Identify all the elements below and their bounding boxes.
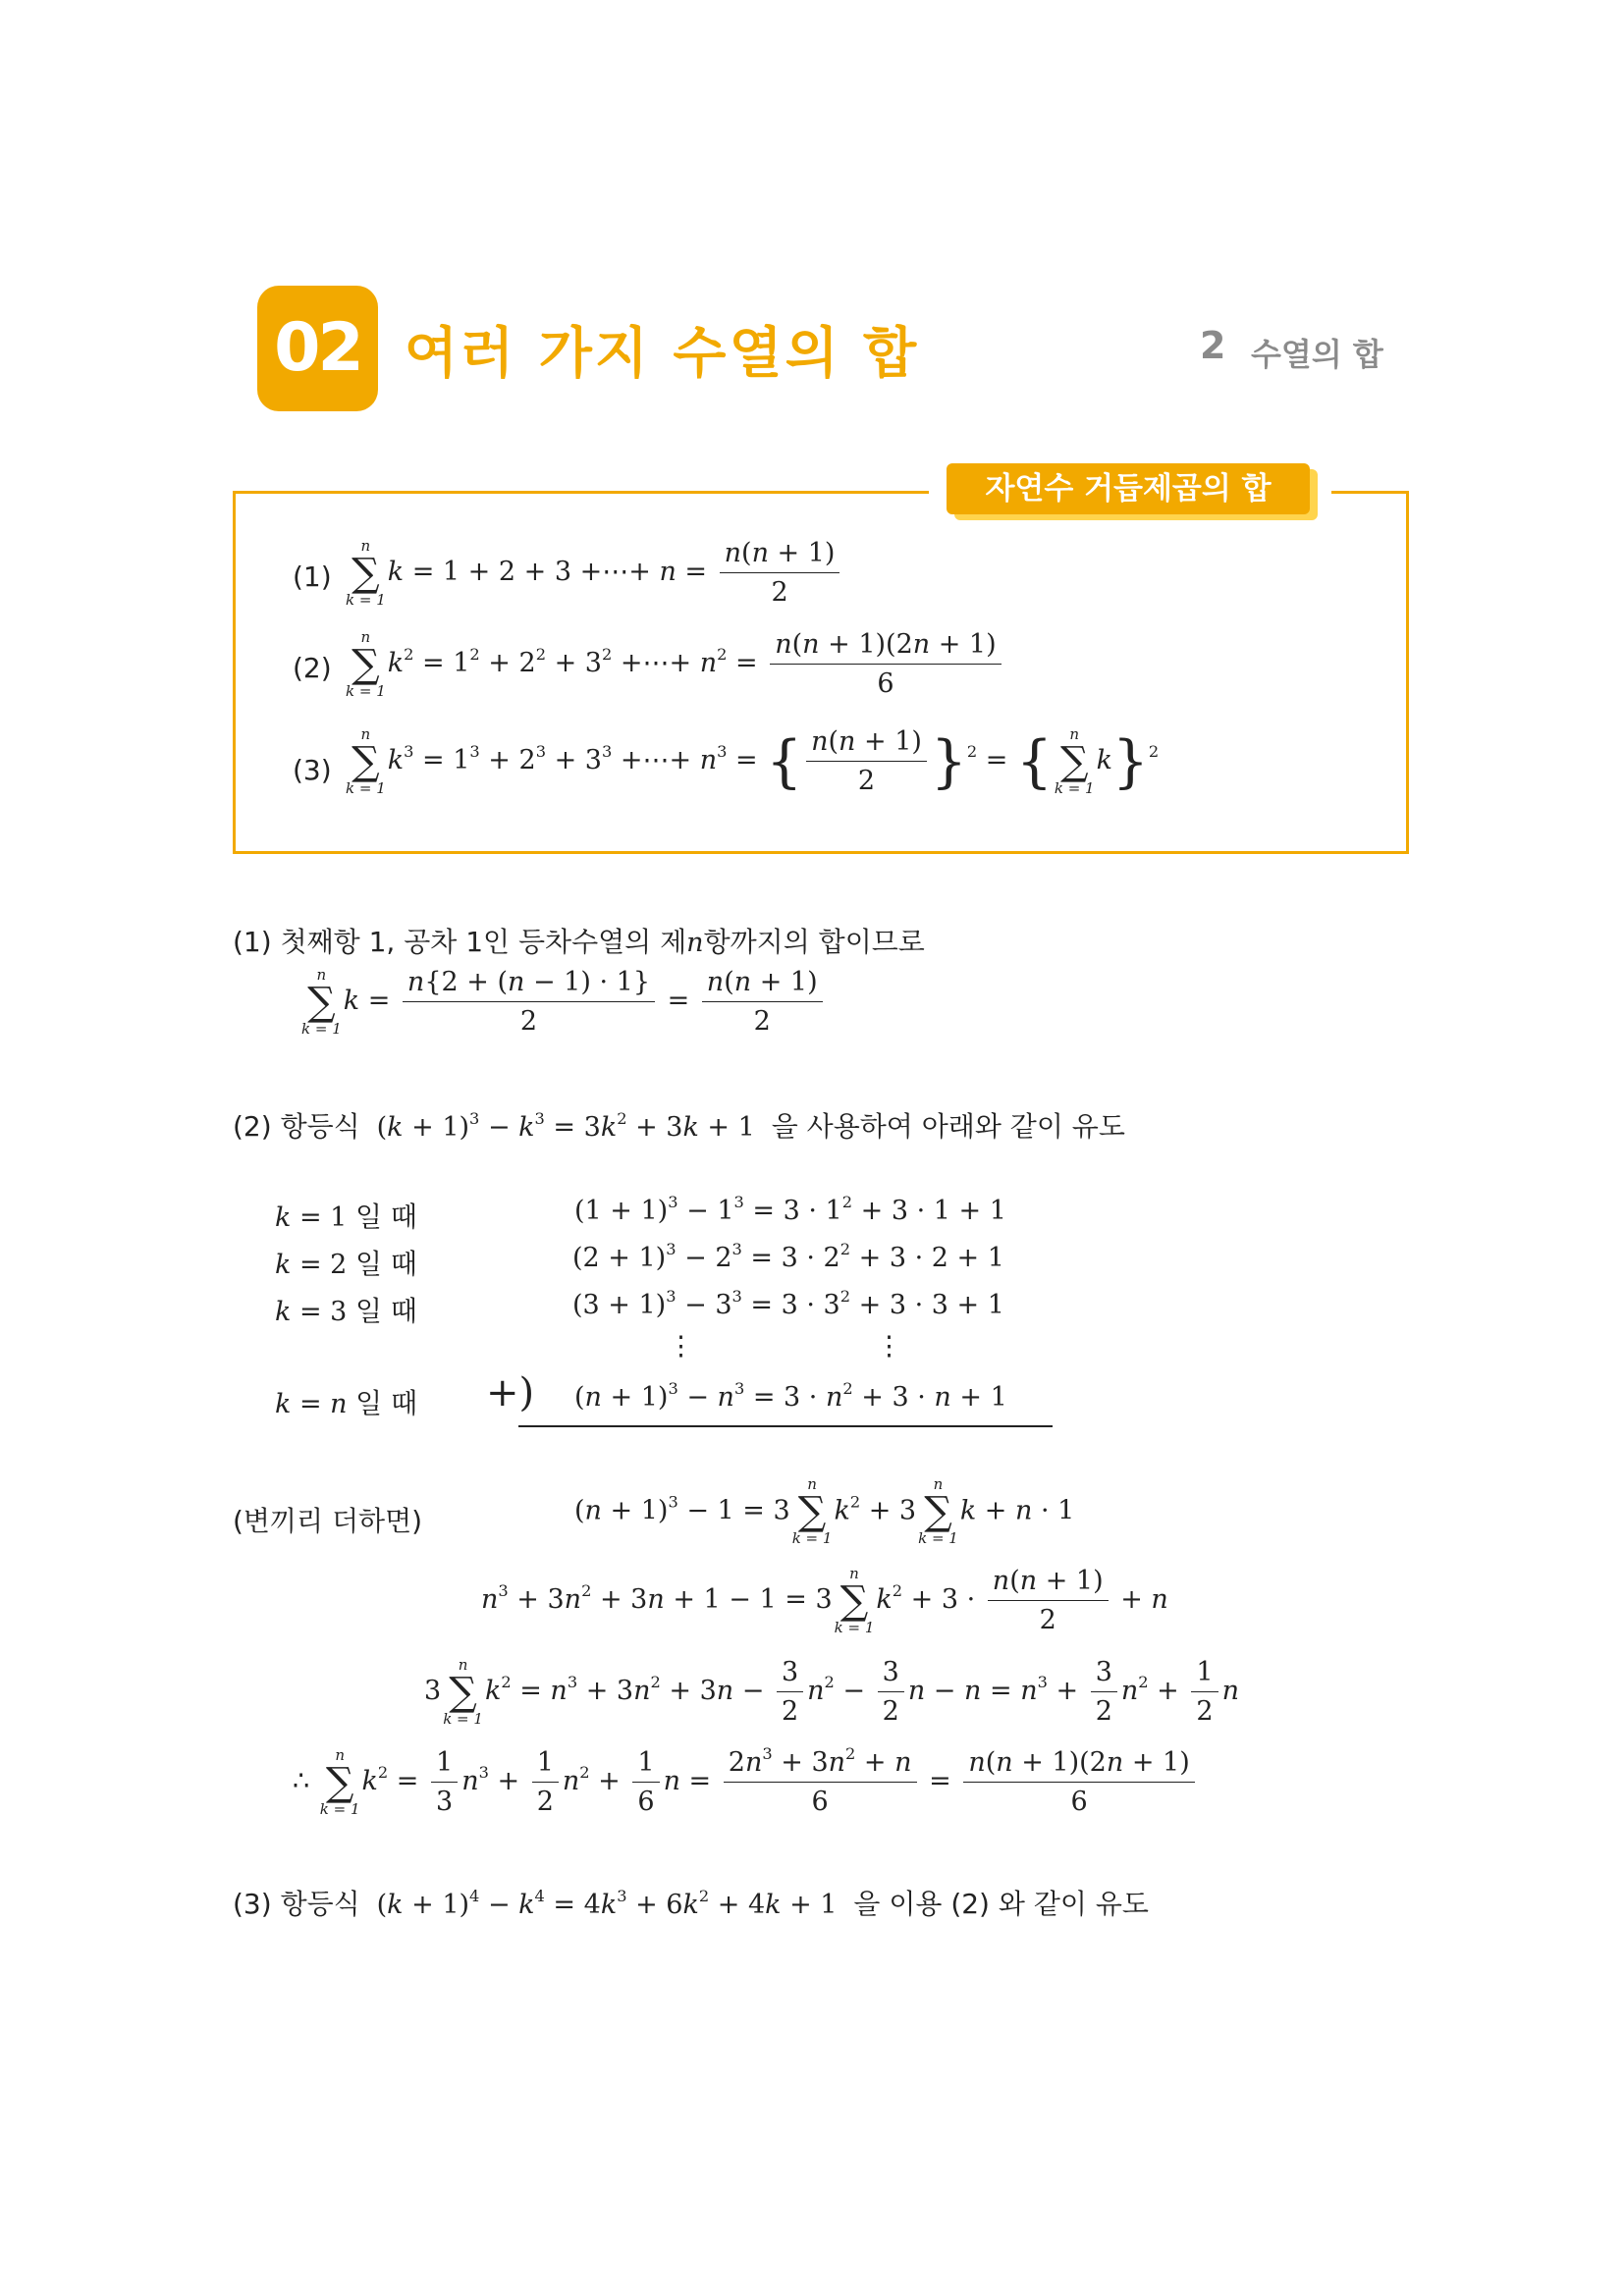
section-1-formula: n ∑ k = 1 k = $\frac{n\{2 + (n - 1) \cdot 1\}}{2}$ = $\frac{n(n + 1)}{2}$	[299, 967, 827, 1037]
section-3-intro: (3) 항등식 $(k + 1)^4 - k^4 = 4k^3 + 6k^2 + 4k + 1$ 을 이용 (2) 와 같이 유도	[233, 1886, 1149, 1920]
sum-eq-4: ∴ n ∑ k = 1 $k^2$ = $\frac{1}{3}$ $n^3$ + $\frac{1}{2}$ $n^2$ + $\frac{1}{6}$ n = $\frac{2n^3 + 3n^2 + n}{6}$ = $\frac{n(n + 1)(2n + 1)}{6}$	[293, 1747, 1199, 1817]
identity-k1: $(1 + 1)^3 - 1^3 = 3 \cdot 1^2 + 3 \cdot 1 + 1$	[574, 1192, 1006, 1226]
formula-1: n ∑ k = 1 k = 1 + 2 + 3 +⋯+ n = $\frac{n(n + 1)}{2}$	[344, 538, 843, 608]
case-kn: k = n 일 때	[275, 1387, 418, 1419]
identity-k2: $(2 + 1)^3 - 2^3 = 3 \cdot 2^2 + 3 \cdot 2 + 1$	[572, 1239, 1004, 1273]
case-k2: k = 2 일 때	[275, 1248, 417, 1280]
when-label: 일 때	[355, 1387, 418, 1419]
sum-eq-2: $n^3 + 3n^2 + 3n + 1 - 1 = 3$ n ∑ k = 1 $k^2 + 3$ · $\frac{n(n + 1)}{2}$ + n	[481, 1564, 1168, 1636]
sum-label: (변끼리 더하면)	[233, 1505, 423, 1537]
sum-line	[518, 1425, 1053, 1427]
sum-eq-3: 3 n ∑ k = 1 $k^2 = n^3 + 3n^2 + 3n$ − $\frac{3}{2}$ $n^2$ − $\frac{3}{2}$ $n - n = n^3$ + $\frac{3}{2}$ $n^2$ + $\frac{1}{2}$ n	[424, 1655, 1239, 1728]
section-3-suffix: 을 이용 (2) 와 같이 유도	[853, 1888, 1149, 1920]
box-title: 자연수 거듭제곱의 합	[985, 471, 1272, 507]
plus-sign: +)	[486, 1370, 535, 1415]
formula-label-2: (2)	[293, 652, 332, 684]
section-2-suffix: 을 사용하여 아래와 같이 유도	[771, 1110, 1125, 1143]
chapter-number: 2	[1200, 324, 1226, 367]
badge-text: 02	[274, 309, 361, 387]
formula-label-3: (3)	[293, 754, 332, 786]
section-number-badge	[257, 286, 378, 411]
section-3-prefix: (3) 항등식	[233, 1888, 360, 1920]
sum-eq-1: $(n + 1)^3 - 1 = 3$ n ∑ k = 1 $k^2 + 3$ n ∑ k = 1 k + n · 1	[574, 1475, 1075, 1547]
formula-label-1: (1)	[293, 561, 332, 593]
chapter-name: 수열의 합	[1251, 336, 1383, 373]
formula-2: n ∑ k = 1 $k^2 = 1^2 + 2^2 + 3^2$ +⋯+ $n^2$ = $\frac{n(n + 1)(2n + 1)}{6}$	[344, 629, 1005, 699]
when-label: 일 때	[354, 1201, 417, 1233]
case-k1: k = 1 일 때	[275, 1201, 417, 1233]
section-2-intro: (2) 항등식 $(k + 1)^3 - k^3 = 3k^2 + 3k + 1$ 을 사용하여 아래와 같이 유도	[233, 1108, 1125, 1143]
section-1-n: n	[686, 928, 704, 958]
therefore-symbol: ∴	[293, 1766, 310, 1797]
vdots-right: ⋮	[876, 1331, 902, 1362]
when-label: 일 때	[354, 1295, 417, 1327]
case-k3: k = 3 일 때	[275, 1295, 417, 1327]
section-1-lead: (1) 첫째항 1, 공차 1인 등차수열의 제	[233, 926, 687, 958]
box-title-badge	[947, 463, 1310, 514]
section-1-tail: 항까지의 합이므로	[703, 926, 925, 958]
section-1-text	[233, 921, 925, 960]
vdots-left: ⋮	[668, 1331, 694, 1362]
page-title: 여러 가지 수열의 합	[405, 322, 920, 386]
identity-k3: $(3 + 1)^3 - 3^3 = 3 \cdot 3^2 + 3 \cdot 3 + 1$	[572, 1286, 1004, 1320]
when-label: 일 때	[354, 1248, 417, 1280]
section-2-prefix: (2) 항등식	[233, 1110, 360, 1143]
formula-3: n ∑ k = 1 $k^3 = 1^3 + 2^3 + 3^3$ +⋯+ $n^3$ = { $\frac{n(n + 1)}{2}$ }$^2$ = { n ∑ k = 1 k}$^2$	[346, 724, 1160, 797]
identity-kn: $(n + 1)^3 - n^3 = 3 \cdot n^2 + 3 \cdot n + 1$	[574, 1378, 1007, 1413]
